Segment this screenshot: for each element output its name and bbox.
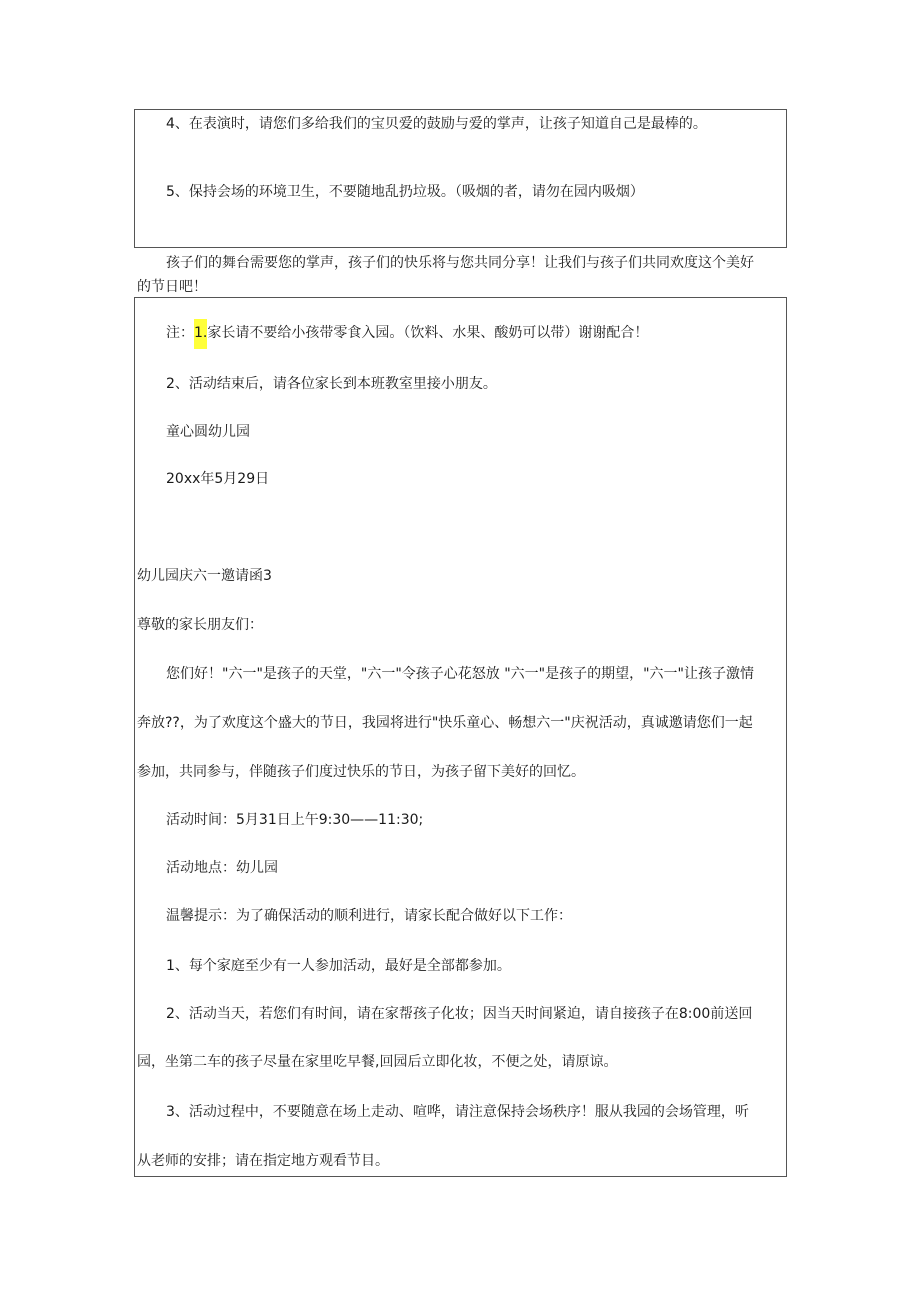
para1-line-3: 参加，共同参与，伴随孩子们度过快乐的节日，为孩子留下美好的回忆。 bbox=[137, 764, 585, 780]
notice-date: 20xx年5月29日 bbox=[166, 471, 270, 487]
activity-place: 活动地点：幼儿园 bbox=[166, 860, 278, 876]
greeting: 尊敬的家长朋友们： bbox=[137, 617, 263, 633]
tip-item-2-line-2: 园，坐第二车的孩子尽量在家里吃早餐,回园后立即化妆，不便之处，请原谅。 bbox=[137, 1054, 618, 1070]
para1-line-1: 您们好！"六一"是孩子的天堂，"六一"令孩子心花怒放 "六一"是孩子的期望，"六一"让孩子激情 bbox=[166, 666, 754, 682]
item-4-text: 4、在表演时，请您们多给我们的宝贝爱的鼓励与爱的掌声，让孩子知道自己是最棒的。 bbox=[166, 116, 707, 132]
tips-heading: 温馨提示：为了确保活动的顺利进行，请家长配合做好以下工作： bbox=[166, 908, 572, 924]
item-5-text: 5、保持会场的环境卫生，不要随地乱扔垃圾。（吸烟的者，请勿在园内吸烟） bbox=[166, 184, 644, 200]
section-title: 幼儿园庆六一邀请函3 bbox=[137, 568, 272, 584]
signature: 童心圆幼儿园 bbox=[166, 424, 250, 440]
para1-line-2: 奔放??，为了欢度这个盛大的节日，我园将进行"快乐童心、畅想六一"庆祝活动，真诚邀请您们一起 bbox=[137, 715, 753, 731]
note-2-text: 2、活动结束后，请各位家长到本班教室里接小朋友。 bbox=[166, 376, 497, 392]
closing-line-1: 孩子们的舞台需要您的掌声，孩子们的快乐将与您共同分享！让我们与孩子们共同欢度这个美好 bbox=[166, 255, 754, 271]
tip-item-3-line-1: 3、活动过程中，不要随意在场上走动、喧哗，请注意保持会场秩序！服从我园的会场管理，听 bbox=[166, 1104, 749, 1120]
tip-item-1: 1、每个家庭至少有一人参加活动，最好是全部都参加。 bbox=[166, 958, 511, 974]
note-1-text bbox=[166, 323, 648, 349]
activity-time: 活动时间：5月31日上午9:30——11:30; bbox=[166, 812, 424, 828]
tip-item-2-line-1: 2、活动当天，若您们有时间，请在家帮孩子化妆；因当天时间紧迫，请自接孩子在8:00前送回 bbox=[166, 1006, 753, 1022]
note-rest: 家长请不要给小孩带零食入园。（饮料、水果、酸奶可以带）谢谢配合！ bbox=[207, 325, 649, 341]
tip-item-3-line-2: 从老师的安排；请在指定地方观看节目。 bbox=[137, 1153, 389, 1169]
note-prefix: 注： bbox=[166, 325, 194, 341]
closing-line-2: 的节日吧！ bbox=[137, 279, 207, 295]
note-highlight: 1. bbox=[194, 319, 207, 349]
